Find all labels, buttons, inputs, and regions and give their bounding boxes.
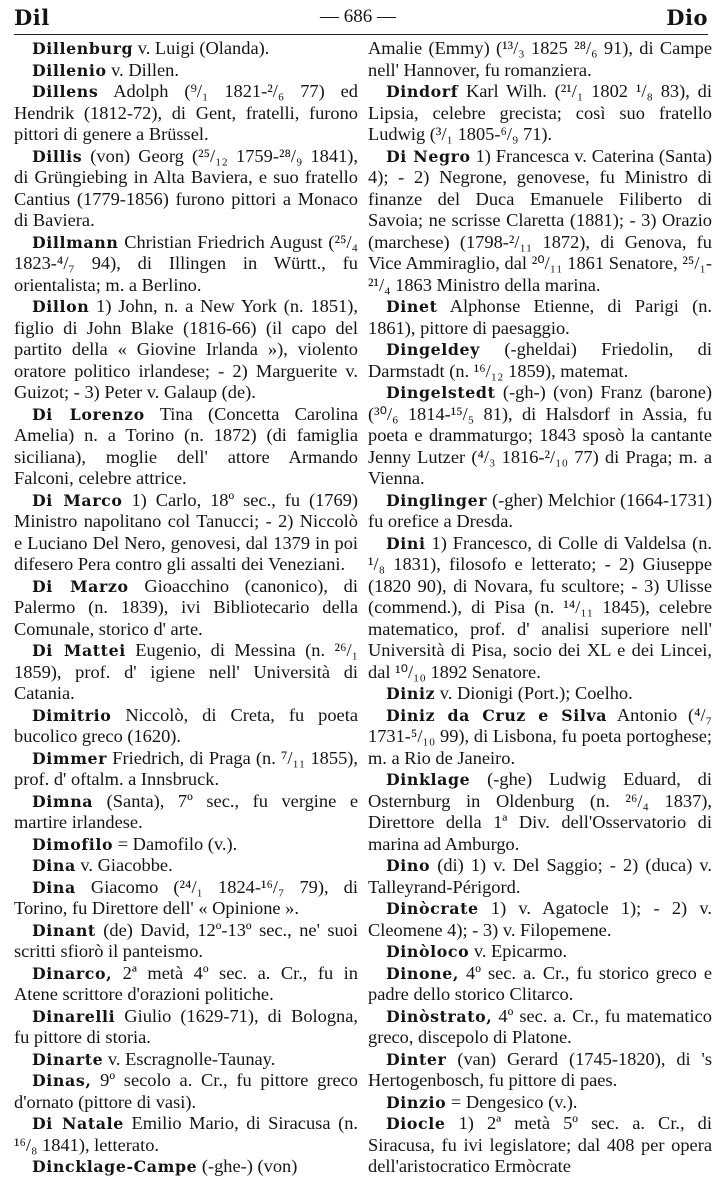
dictionary-entry: [368, 81, 712, 146]
dictionary-entry: [368, 1092, 712, 1114]
entry-headword: Dindorf: [386, 82, 459, 101]
entry-text: v. Giacobbe.: [75, 855, 173, 875]
entry-text: 1) Francesco, di Colle di Valdelsa (n. ¹/₈ 1831), filosofo e letterato; - 2) Giuseppe (1820 90), di Novara, fu scultore; - 3) Ulisse (commend.), di Pisa (n. ¹⁴/₁₁ 1845), celebre matematico, prof. d' analisi superiore nell' Università di Pisa, socio dei XL e dei Lincei, dal ¹⁰/₁₀ 1892 Senatore.: [368, 532, 712, 682]
entry-headword: Dillens: [32, 82, 99, 101]
dictionary-entry: [14, 38, 358, 60]
dictionary-entry: [368, 490, 712, 533]
dictionary-entry: [368, 898, 712, 941]
entry-headword: Dinklage: [386, 770, 471, 789]
dictionary-entry: [14, 1070, 358, 1113]
dictionary-entry: [368, 769, 712, 855]
dictionary-entry: [368, 1113, 712, 1178]
entry-headword: Dinarco,: [32, 963, 113, 983]
entry-headword: Dinarte: [32, 1049, 104, 1069]
entry-headword: Di Natale: [32, 1114, 124, 1133]
entry-headword: Dinet: [386, 297, 438, 316]
dictionary-entry: [14, 1156, 358, 1178]
entry-headword: Diniz da Cruz e Silva: [386, 705, 608, 725]
dictionary-entry: [368, 683, 712, 705]
dictionary-entry: [14, 877, 358, 920]
entry-headword: Dimna: [32, 791, 94, 811]
dictionary-entry: [368, 382, 712, 490]
entry-headword: Dino: [386, 856, 431, 875]
entry-headword: Dinant: [32, 920, 96, 940]
entry-text: Friedrich, di Praga (n. ⁷/₁₁ 1855), prof. d' oftalm. a Innsbruck.: [14, 747, 358, 789]
entry-text: 1) 2ª metà 5º sec. a. Cr., di Siracusa, fu ivi legislatore; dal 408 per opera dell'aristocratico Ermòcrate: [368, 1113, 712, 1176]
dictionary-entry: [368, 1049, 712, 1092]
entry-headword: Diniz: [386, 684, 436, 703]
header-left-guide-word: Dil: [14, 4, 50, 30]
entry-text: 4º sec. a. Cr., fu matematico greco, discepolo di Platone.: [368, 1005, 712, 1047]
entry-headword: Di Marzo: [32, 576, 129, 596]
dictionary-entry: [368, 941, 712, 963]
right-column: [368, 38, 712, 1176]
entry-headword: Dinòstrato,: [386, 1006, 493, 1026]
entry-headword: Dinòloco: [386, 942, 470, 961]
dictionary-entry: [14, 490, 358, 576]
entry-text: Tina (Concetta Carolina Amelia) n. a Torino (n. 1872) (di famiglia siciliana), moglie dell' attore Armando Falconi, celebre attrice.: [14, 403, 358, 488]
entry-text: 1) John, n. a New York (n. 1851), figlio di John Blake (1816-66) (il capo del partito della « Giovine Irlanda »), violento oratore politico irlandese; - 2) Marguerite v. Guizot; - 3) Peter v. Galaup (de).: [14, 296, 358, 402]
dictionary-entry: [14, 1006, 358, 1049]
entry-text: Karl Wilh. (²¹/₁ 1802 ¹/₈ 83), di Lipsia, celebre grecista; così suo fratello Ludwig (³/₁ 1805-⁶/₉ 71).: [368, 81, 712, 144]
dictionary-entry: [14, 1113, 358, 1156]
entry-text: v. Epicarmo.: [469, 941, 568, 961]
dictionary-entry: [368, 339, 712, 382]
entry-text: (van) Gerard (1745-1820), di 's Hertogenbosch, fu pittore di paes.: [368, 1048, 712, 1090]
dictionary-entry: [14, 640, 358, 705]
entry-text: (von) Georg (²⁵/₁₂ 1759-²⁸/₉ 1841), di Grüngiebing in Alta Baviera, e suo fratello Cantius (1779-1856) furono pittori a Monaco di Baviera.: [14, 145, 358, 230]
entry-text: (-ghe-) (von): [197, 1156, 298, 1176]
dictionary-entry: [368, 963, 712, 1006]
dictionary-entry: [14, 834, 358, 856]
entry-headword: Dinzio: [386, 1092, 447, 1112]
entry-headword: Dillenio: [32, 60, 107, 80]
entry-headword: Dinas,: [32, 1071, 92, 1090]
dictionary-entry: [368, 146, 712, 297]
header-right-guide-word: Dio: [666, 4, 708, 30]
entry-text: Emilio Mario, di Siracusa (n. ¹⁶/₈ 1841), letterato.: [14, 1113, 359, 1155]
entry-headword: Dinòcrate: [386, 899, 479, 918]
entry-text: (-ghe) Ludwig Eduard, di Osternburg in Oldenburg (n. ²⁶/₄ 1837), Direttore della 1ª Div. dell'Osservatorio di marina ad Amburgo.: [368, 769, 712, 854]
entry-text: (Santa), 7º sec., fu vergine e martire irlandese.: [14, 790, 358, 832]
entry-text: Antonio (⁴/₇ 1731-⁵/₁₀ 99), di Lisbona, fu poeta portoghese; m. a Rio de Janeiro.: [368, 704, 712, 768]
entry-text: (-gheldai) Friedolin, di Darmstadt (n. ¹⁶/₁₂ 1859), matemat.: [368, 339, 712, 381]
entry-headword: Dina: [32, 856, 76, 875]
dictionary-entry: [14, 296, 358, 404]
entry-text: Eugenio, di Messina (n. ²⁶/₁ 1859), prof. d' igiene nell' Università di Catania.: [14, 640, 359, 703]
dictionary-entry: [14, 855, 358, 877]
entry-headword: Dinone,: [386, 963, 459, 983]
entry-text: = Dengesico (v.).: [446, 1091, 578, 1112]
entry-text: 1) Francesca v. Caterina (Santa) 4); - 2) Negrone, genovese, fu Ministro di finanze del Duca Emanuele Filiberto di Savoia; ne scrisse Claretta (1881); - 3) Orazio (marchese) (1798-²/₁₁ 1872), di Genova, fu Vice Ammiraglio, dal ²⁰/₁₁ 1861 Senatore, ²⁵/₁-²¹/₄ 1863 Ministro della marina.: [368, 145, 712, 295]
page-number: — 686 —: [319, 6, 396, 27]
entry-text: Niccolò, di Creta, fu poeta bucolico greco (1620).: [14, 704, 358, 746]
entry-headword: Dincklage-Campe: [32, 1157, 198, 1176]
entry-headword: Dimitrio: [32, 705, 112, 725]
entry-headword: Dinglinger: [386, 490, 488, 510]
dictionary-entry: [14, 404, 358, 490]
entry-headword: Dillis: [32, 146, 83, 166]
entry-headword: Dingeldey: [386, 340, 480, 359]
entry-text: Alphonse Etienne, di Parigi (n. 1861), pittore di paesaggio.: [368, 296, 712, 338]
entry-text: (di) 1) v. Del Saggio; - 2) (duca) v. Talleyrand-Périgord.: [368, 855, 712, 897]
dictionary-entry: [368, 38, 712, 81]
entry-text: (-gher) Melchior (1664-1731) fu orefice a Dresda.: [368, 489, 712, 531]
dictionary-entry: [14, 232, 358, 297]
page-header: [14, 0, 708, 35]
entry-text: v. Dillen.: [106, 59, 179, 80]
entry-headword: Dimofilo: [32, 834, 114, 854]
entry-text: Gioacchino (canonico), di Palermo (n. 1839), ivi Bibliotecario della Comunale, storico d' arte.: [14, 575, 358, 639]
dictionary-entry: [14, 81, 358, 146]
dictionary-entry: [368, 1006, 712, 1049]
entry-headword: Di Marco: [32, 490, 123, 510]
entry-text: 1) Carlo, 18º sec., fu (1769) Ministro napolitano col Tanucci; - 2) Niccolò e Luciano Del Nero, genovesi, dal 1379 in poi difesero Pera contro gli assalti dei Veneziani.: [14, 489, 358, 574]
entry-headword: Dini: [386, 533, 426, 553]
entry-text: = Damofilo (v.).: [113, 833, 238, 854]
entry-headword: Dillmann: [32, 232, 119, 252]
entry-text: (-gh-) (von) Franz (barone) (³⁰/₆ 1814-¹⁵/₅ 81), di Halsdorf in Assia, fu poeta e drammaturgo; 1843 sposò la cantante Jenny Lutzer (⁴/₃ 1816-²/₁₀ 77) di Praga; m. a Vienna.: [368, 382, 712, 488]
left-column: [14, 38, 359, 1176]
entry-text: Christian Friedrich August (²⁵/₄ 1823-⁴/₇ 94), di Illingen in Württ., fu orientalista; m. a Berlino.: [14, 231, 358, 295]
dictionary-entry: [14, 146, 358, 232]
dictionary-entry: [368, 533, 712, 684]
entry-text: (de) David, 12º-13º sec., ne' suoi scritti sfiorò il panteismo.: [14, 919, 358, 961]
dictionary-entry: [14, 705, 358, 748]
entry-text: 2ª metà 4º sec. a. Cr., fu in Atene scrittore d'orazioni politiche.: [14, 962, 358, 1004]
entry-text: v. Escragnolle-Taunay.: [103, 1048, 276, 1069]
entry-headword: Dinter: [386, 1049, 447, 1069]
entry-headword: Dingelstedt: [386, 383, 496, 402]
dictionary-entry: [368, 855, 712, 898]
entry-headword: Dinarelli: [32, 1006, 116, 1026]
entry-text: 4º sec. a. Cr., fu storico greco e padre dello storico Clitarco.: [368, 962, 712, 1004]
entry-headword: Di Negro: [386, 146, 471, 166]
dictionary-entry: [14, 748, 358, 791]
dictionary-entry: [14, 791, 358, 834]
dictionary-entry: [14, 576, 358, 641]
entry-headword: Dimmer: [32, 748, 108, 768]
entry-text: v. Luigi (Olanda).: [133, 38, 270, 58]
dictionary-entry: [368, 705, 712, 770]
entry-headword: Di Lorenzo: [32, 404, 145, 424]
dictionary-entry: [14, 1049, 358, 1071]
entry-text: 1) v. Agatocle 1); - 2) v. Cleomene 4); - 3) v. Filopemene.: [368, 898, 712, 940]
dictionary-entry: [14, 963, 358, 1006]
entry-headword: Dillon: [32, 297, 90, 316]
dictionary-entry: [14, 60, 358, 82]
entry-text: v. Dionigi (Port.); Coelho.: [435, 683, 633, 703]
entry-headword: Di Mattei: [32, 641, 126, 660]
entry-headword: Dina: [32, 877, 76, 897]
dictionary-entry: [14, 920, 358, 963]
entry-text: Adolph (⁹/₁ 1821-²/₆ 77) ed Hendrik (1812-72), di Gent, fratelli, furono pittori di genere a Brüssel.: [14, 81, 358, 144]
entry-text: Amalie (Emmy) (¹³/₃ 1825 ²⁸/₆ 91), di Campe nell' Hannover, fu romanziera.: [368, 38, 712, 80]
entry-headword: Dillenburg: [32, 39, 134, 58]
dictionary-entry: [368, 296, 712, 339]
entry-text: Giacomo (²⁴/₁ 1824-¹⁶/₇ 79), di Torino, fu Direttore dell' « Opinione ».: [14, 876, 358, 918]
entry-text: Giulio (1629-71), di Bologna, fu pittore di storia.: [14, 1005, 358, 1047]
entry-headword: Diocle: [386, 1114, 446, 1133]
entry-text: 9º secolo a. Cr., fu pittore greco d'ornato (pittore di vasi).: [14, 1070, 358, 1112]
